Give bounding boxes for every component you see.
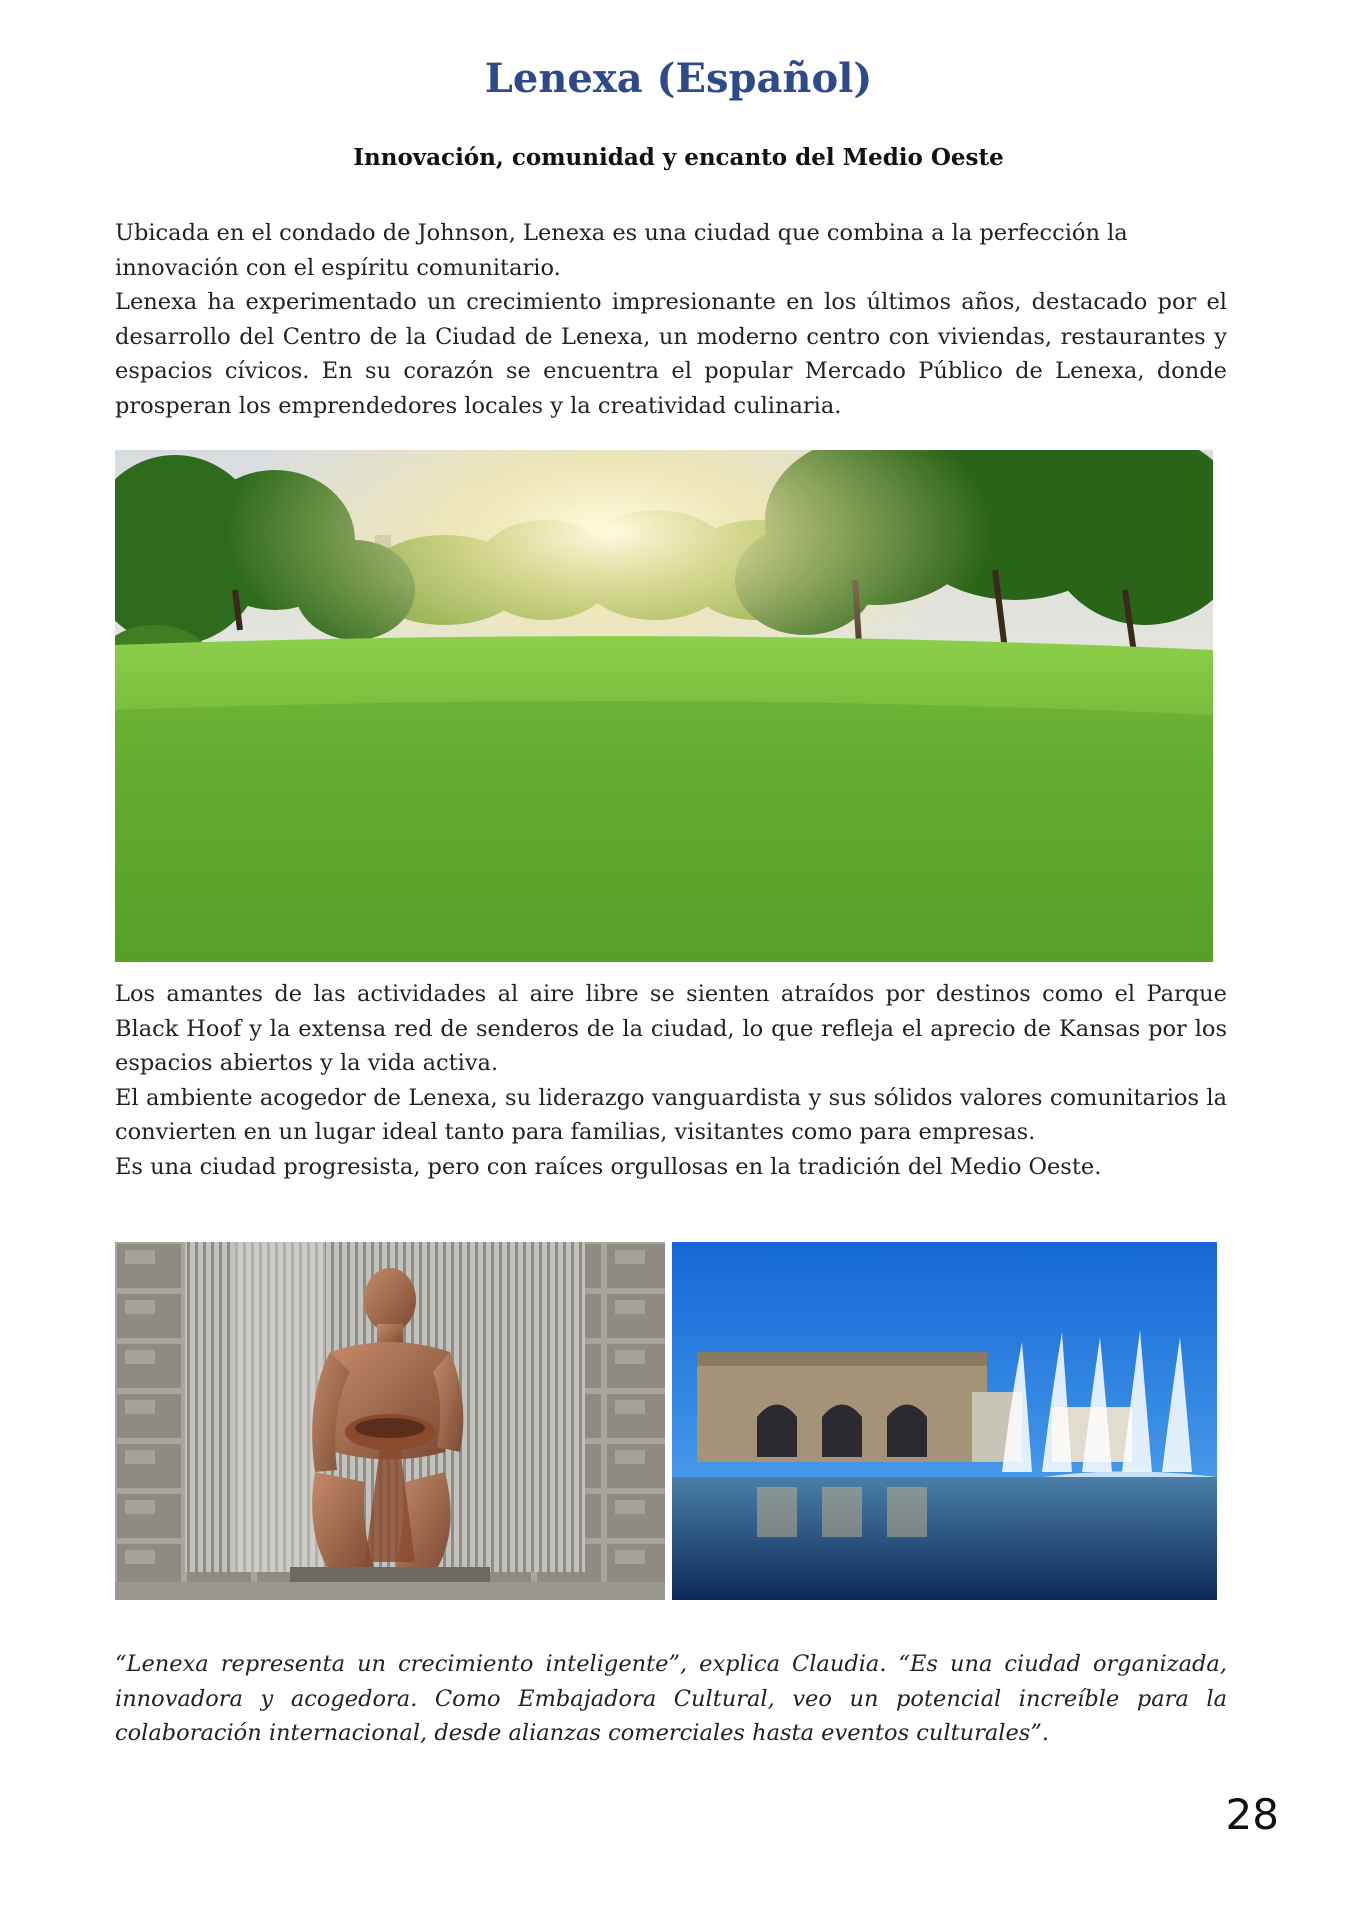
page-number: 28 [1225,1790,1279,1839]
page-title: Lenexa (Español) [484,55,873,102]
intro-text [115,216,1227,424]
body-text [115,977,1227,1185]
body-paragraph: El ambiente acogedor de Lenexa, su liderazgo vanguardista y sus sólidos valores comunitarios la convierten en un lugar ideal tanto para familias, visitantes como para empresas. [115,1084,1227,1146]
quote-text: “Lenexa representa un crecimiento inteligente”, explica Claudia. “Es una ciudad organizada, innovadora y acogedora. Como Embajadora Cultural, veo un potencial increíble para la colaboración internacional, desde alianzas comerciales hasta eventos culturales”. [115,1651,1227,1747]
park-photo [115,450,1213,962]
intro-paragraph: Ubicada en el condado de Johnson, Lenexa es una ciudad que combina a la perfección la innovación con el espíritu comunitario. [115,220,1128,281]
intro-paragraph: Lenexa ha experimentado un crecimiento impresionante en los últimos años, destacado por el desarrollo del Centro de la Ciudad de Lenexa, un moderno centro con viviendas, restaurantes y espacios cívicos. En su corazón se encuentra el popular Mercado Público de Lenexa, donde prosperan los emprendedores locales y la creatividad culinaria. [115,289,1227,419]
station-fountain-photo [672,1242,1217,1600]
body-paragraph: Es una ciudad progresista, pero con raíces orgullosas en la tradición del Medio Oeste. [115,1153,1102,1180]
statue-photo [115,1242,665,1600]
body-paragraph: Los amantes de las actividades al aire libre se sienten atraídos por destinos como el Parque Black Hoof y la extensa red de senderos de la ciudad, lo que refleja el aprecio de Kansas por los espacios abiertos y la vida activa. [115,981,1227,1077]
page-subtitle: Innovación, comunidad y encanto del Medio Oeste [353,144,1004,171]
